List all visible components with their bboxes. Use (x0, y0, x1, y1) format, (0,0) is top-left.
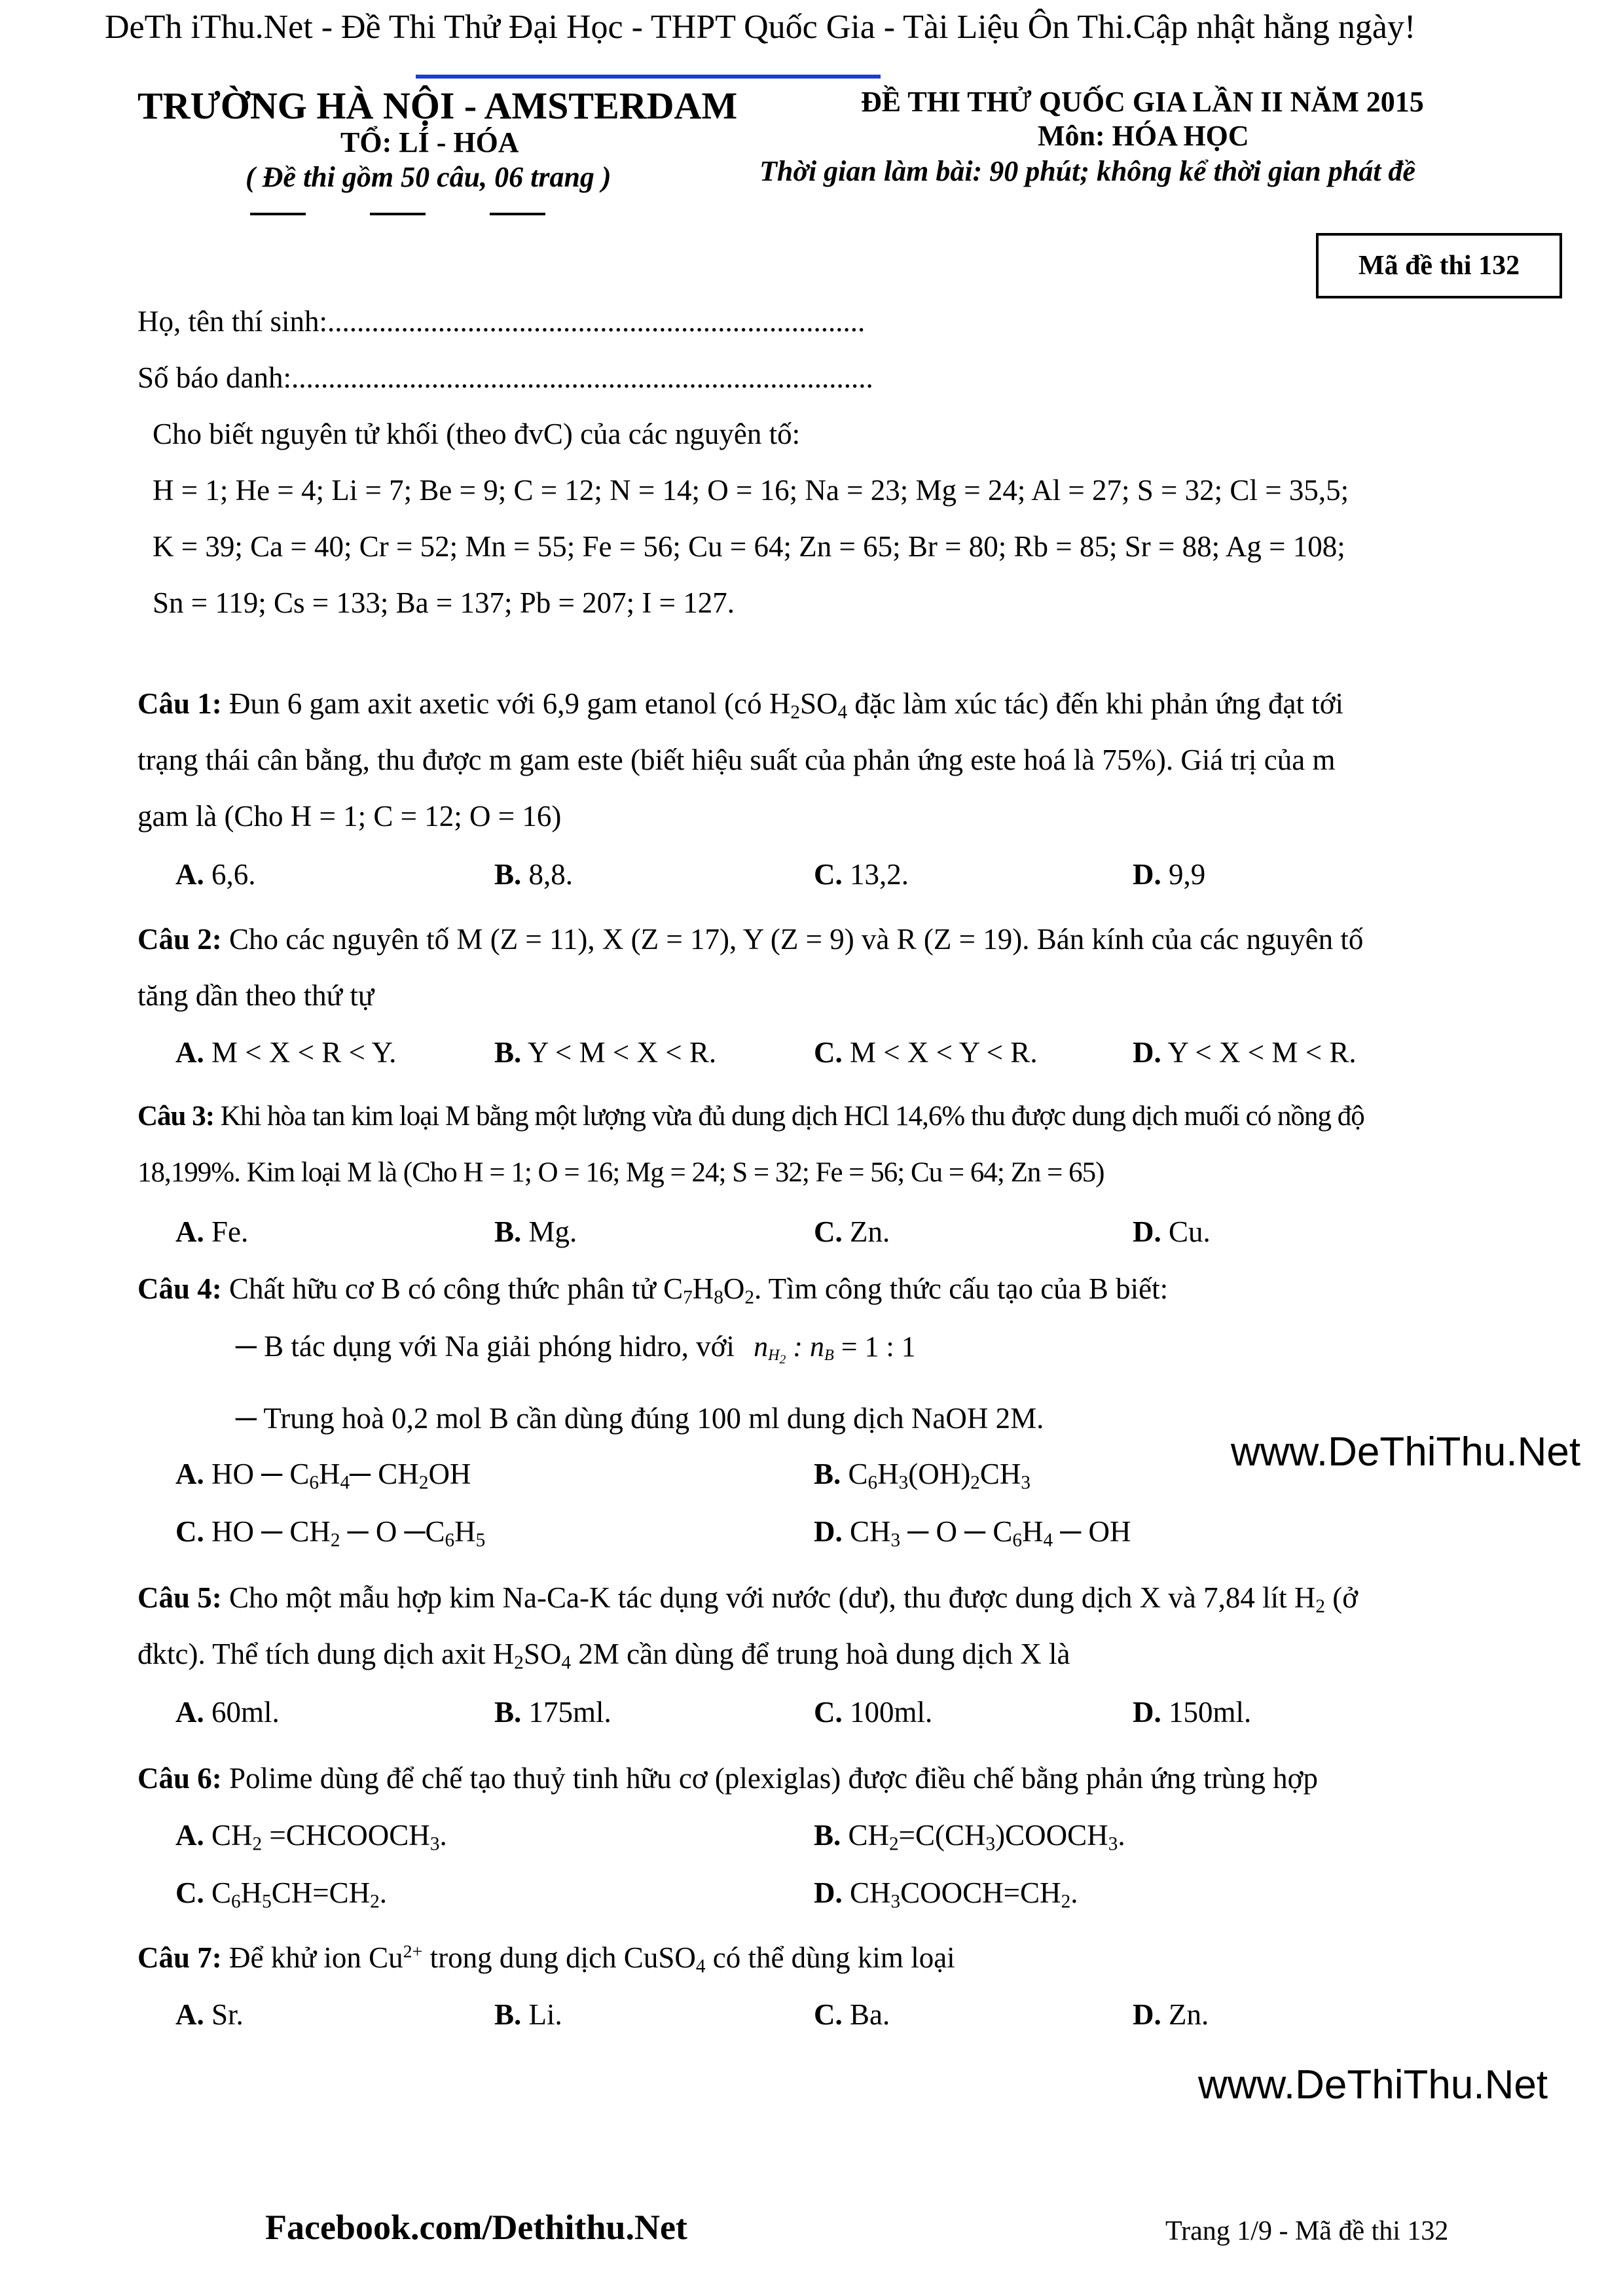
question-4-condition: ─ B tác dụng với Na giải phóng hidro, với $n_{H_2}$ : $n_B = 1$ : 1 (236, 1330, 916, 1367)
site-watermark: www.DeThiThu.Net (1198, 2062, 1548, 2108)
option-b[interactable]: B. Y < M < X < R. (494, 1036, 717, 1069)
masses-intro: Cho biết nguyên tử khối (theo đvC) của các nguyên tố: (153, 418, 801, 450)
exam-code-box (1316, 233, 1562, 298)
question-4-text: Câu 4: Chất hữu cơ B có công thức phân tử $C_7H_8O_2$. Tìm công thức cấu tạo của B biết: (137, 1272, 1169, 1308)
header-rule (416, 75, 881, 79)
divider-dash (370, 213, 426, 215)
masses-line: H = 1; He = 4; Li = 7; Be = 9; C = 12; N = 14; O = 16; Na = 23; Mg = 24; Al = 27; S = 32; Cl = 35,5; (153, 474, 1349, 507)
option-c[interactable]: C. Ba. (814, 1998, 890, 2031)
option-d[interactable]: D. Zn. (1133, 1998, 1209, 2031)
question-6-text: Câu 6: Polime dùng để chế tạo thuỷ tinh hữu cơ (plexiglas) được điều chế bằng phản ứng trùng hợp (137, 1762, 1318, 1795)
option-d[interactable]: D. 9,9 (1133, 858, 1206, 891)
option-c[interactable]: C. HO ─ $CH_2$ ─ O $─C_6H_5$ (175, 1515, 486, 1551)
question-1-text: gam là (Cho H = 1; C = 12; O = 16) (137, 800, 562, 833)
question-4-condition: ─ Trung hoà 0,2 mol B cần dùng đúng 100 ml dung dịch NaOH 2M. (236, 1402, 1044, 1435)
school-name: TRƯỜNG HÀ NỘI - AMSTERDAM (137, 84, 738, 127)
option-b[interactable]: B. $CH_2=C(CH_3)COOCH_3$. (814, 1819, 1125, 1855)
candidate-name-line: Họ, tên thí sinh:......................................................................... (137, 305, 866, 338)
exam-title: ĐỀ THI THỬ QUỐC GIA LẦN II NĂM 2015 (861, 86, 1424, 118)
masses-line: Sn = 119; Cs = 133; Ba = 137; Pb = 207; I = 127. (153, 586, 735, 619)
question-1-text: trạng thái cân bằng, thu được m gam este (biết hiệu suất của phản ứng este hoá là 75%). Giá trị của m (137, 744, 1336, 776)
option-a[interactable]: A. HO ─ $C_6H_4─$ $CH_2OH$ (175, 1458, 471, 1494)
footer-page-number: Trang 1/9 - Mã đề thi 132 (1165, 2216, 1449, 2246)
question-2-text: tăng dần theo thứ tự (137, 979, 374, 1012)
footer-facebook: Facebook.com/Dethithu.Net (265, 2208, 687, 2247)
department: TỔ: LÍ - HÓA (340, 126, 519, 158)
site-watermark: www.DeThiThu.Net (1231, 1429, 1581, 1475)
divider-dash (490, 213, 545, 215)
mole-ratio: $n_{H_2}$ : $n_B = 1$ : 1 (754, 1331, 916, 1367)
option-a[interactable]: A. 6,6. (175, 858, 256, 891)
question-5-text: Câu 5: Cho một mẫu hợp kim Na-Ca-K tác dụng với nước (dư), thu được dung dịch X và 7,84 lít $H_2$ (ở (137, 1581, 1359, 1617)
option-d[interactable]: D. Y < X < M < R. (1133, 1036, 1357, 1069)
option-b[interactable]: B. 8,8. (494, 858, 574, 891)
question-5-text: đktc). Thể tích dung dịch axit $H_2SO_4$ 2M cần dùng để trung hoà dung dịch X là (137, 1638, 1070, 1674)
option-c[interactable]: C. $C_6H_5CH=CH_2$. (175, 1876, 388, 1912)
option-b[interactable]: B. 175ml. (494, 1696, 611, 1729)
exam-code: Mã đề thi 132 (1358, 251, 1520, 281)
option-d[interactable]: D. $CH_3COOCH=CH_2$. (814, 1876, 1078, 1912)
option-c[interactable]: C. Zn. (814, 1215, 890, 1248)
question-7-text: Câu 7: Để khử ion $Cu^{2+}$ trong dung dịch CuSO$_4$ có thể dùng kim loại (137, 1941, 955, 1977)
question-3-text: Câu 3: Khi hòa tan kim loại M bằng một lượng vừa đủ dung dịch HCl 14,6% thu được dung dịch muối có nồng độ (137, 1101, 1364, 1132)
option-d[interactable]: D. Cu. (1133, 1215, 1211, 1248)
page-count-note: ( Đề thi gồm 50 câu, 06 trang ) (246, 161, 611, 193)
option-a[interactable]: A. Sr. (175, 1998, 244, 2031)
option-a[interactable]: A. $CH_2$ $=CHCOOCH_3$. (175, 1819, 447, 1855)
option-b[interactable]: B. Mg. (494, 1215, 577, 1248)
option-c[interactable]: C. 100ml. (814, 1696, 933, 1729)
masses-line: K = 39; Ca = 40; Cr = 52; Mn = 55; Fe = 56; Cu = 64; Zn = 65; Br = 80; Rb = 85; Sr = 88; Ag = 108; (153, 530, 1345, 563)
option-d[interactable]: D. $CH_3$ ─ O ─ $C_6H_4$ ─ OH (814, 1515, 1131, 1551)
question-3-text: 18,199%. Kim loại M là (Cho H = 1; O = 16; Mg = 24; S = 32; Fe = 56; Cu = 64; Zn = 65) (137, 1157, 1104, 1188)
option-b[interactable]: B. $C_6H_3(OH)_2CH_3$ (814, 1458, 1031, 1494)
option-d[interactable]: D. 150ml. (1133, 1696, 1252, 1729)
question-label: Câu 1: (137, 687, 222, 720)
candidate-id-line: Số báo danh:............................................................................... (137, 361, 873, 394)
top-banner: DeTh iThu.Net - Đề Thi Thử Đại Học - THPT Quốc Gia - Tài Liệu Ôn Thi.Cập nhật hằng ngày! (105, 9, 1416, 46)
option-a[interactable]: A. Fe. (175, 1215, 249, 1248)
exam-time: Thời gian làm bài: 90 phút; không kể thời gian phát đề (759, 155, 1415, 187)
divider-dash (250, 213, 306, 215)
question-1-text: Câu 1: Đun 6 gam axit axetic với 6,9 gam etanol (có $H_2SO_4$ đặc làm xúc tác) đến khi phản ứng đạt tới (137, 687, 1344, 723)
option-a[interactable]: A. 60ml. (175, 1696, 280, 1729)
option-b[interactable]: B. Li. (494, 1998, 562, 2031)
option-c[interactable]: C. 13,2. (814, 858, 909, 891)
exam-subject: Môn: HÓA HỌC (1038, 120, 1249, 152)
option-a[interactable]: A. M < X < R < Y. (175, 1036, 397, 1069)
option-c[interactable]: C. M < X < Y < R. (814, 1036, 1038, 1069)
question-2-text: Câu 2: Cho các nguyên tố M (Z = 11), X (Z = 17), Y (Z = 9) và R (Z = 19). Bán kính của các nguyên tố (137, 923, 1364, 956)
